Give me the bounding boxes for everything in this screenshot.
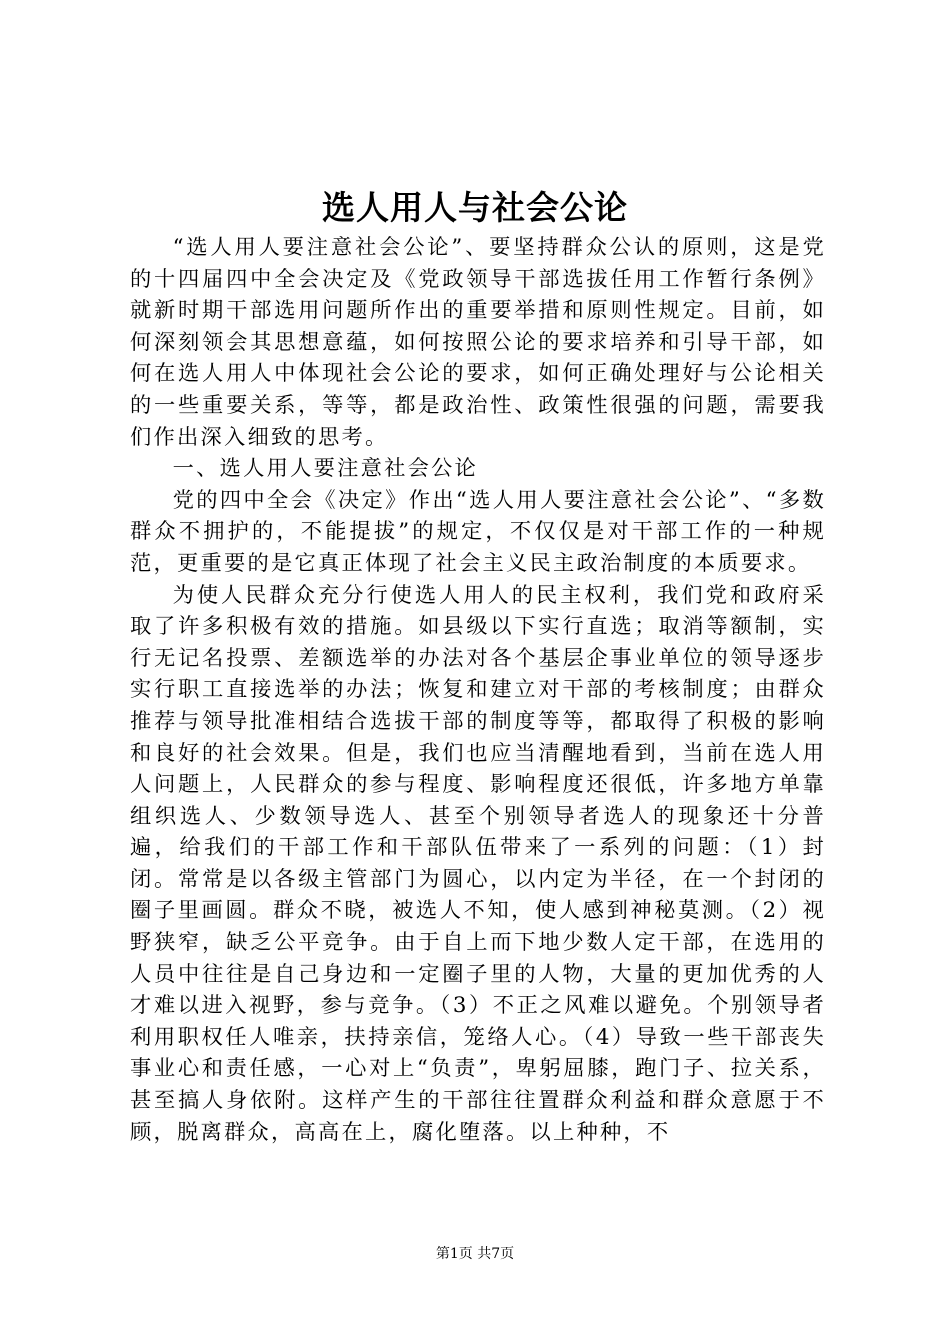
section-heading: 一、选人用人要注意社会公论: [172, 456, 479, 482]
paragraph-intro: “选人用人要注意社会公论”、要坚持群众公认的原则，这是党的十四届四中全会决定及《党政领导干部选拔任用工作暂行条例》就新时期干部选用问题所作出的重要举措和原则性规定。目前，如何深刻领会其思想意蕴，如何按照公论的要求培养和引导干部，如何在选人用人中体现社会公论的要求，如何正确处理好与公论相关的一些重要关系，等等，都是政治性、政策性很强的问题，需要我们作出深入细致的思考。: [130, 235, 826, 450]
paragraph-measures: 为使人民群众充分行使选人用人的民主权利，我们党和政府采取了许多积极有效的措施。如县级以下实行直选；取消等额制，实行无记名投票、差额选举的办法对各个基层企事业单位的领导逐步实行职工直接选举的办法；恢复和建立对干部的考核制度；由群众推荐与领导批准相结合选拔干部的制度等等，都取得了积极的影响和良好的社会效果。但是，我们也应当清醒地看到，当前在选人用人问题上，人民群众的参与程度、影响程度还很低，许多地方单靠组织选人、少数领导选人、甚至个别领导者选人的现象还十分普遍，给我们的干部工作和干部队伍带来了一系列的问题：（1）封闭。常常是以各级主管部门为圆心，以内定为半径，在一个封闭的圈子里画圆。群众不晓，被选人不知，使人感到神秘莫测。（2）视野狭窄，缺乏公平竞争。由于自上而下地少数人定干部，在选用的人员中往往是自己身边和一定圈子里的人物，大量的更加优秀的人才难以进入视野，参与竞争。（3）不正之风难以避免。个别领导者利用职权任人唯亲，扶持亲信，笼络人心。（4）导致一些干部丧失事业心和责任感，一心对上“负责”，卑躬屈膝，跑门子、拉关系，甚至搞人身依附。这样产生的干部往往置群众利益和群众意愿于不顾，脱离群众，高高在上，腐化堕落。以上种种，不: [130, 582, 826, 1145]
paragraph-decision: 党的四中全会《决定》作出“选人用人要注意社会公论”、“多数群众不拥护的，不能提拔”的规定，不仅仅是对干部工作的一种规范，更重要的是它真正体现了社会主义民主政治制度的本质要求。: [130, 487, 826, 576]
page-footer: 第1页 共7页: [435, 1246, 515, 1262]
document-title: 选人用人与社会公论: [322, 188, 628, 227]
document-body: [130, 232, 826, 1148]
